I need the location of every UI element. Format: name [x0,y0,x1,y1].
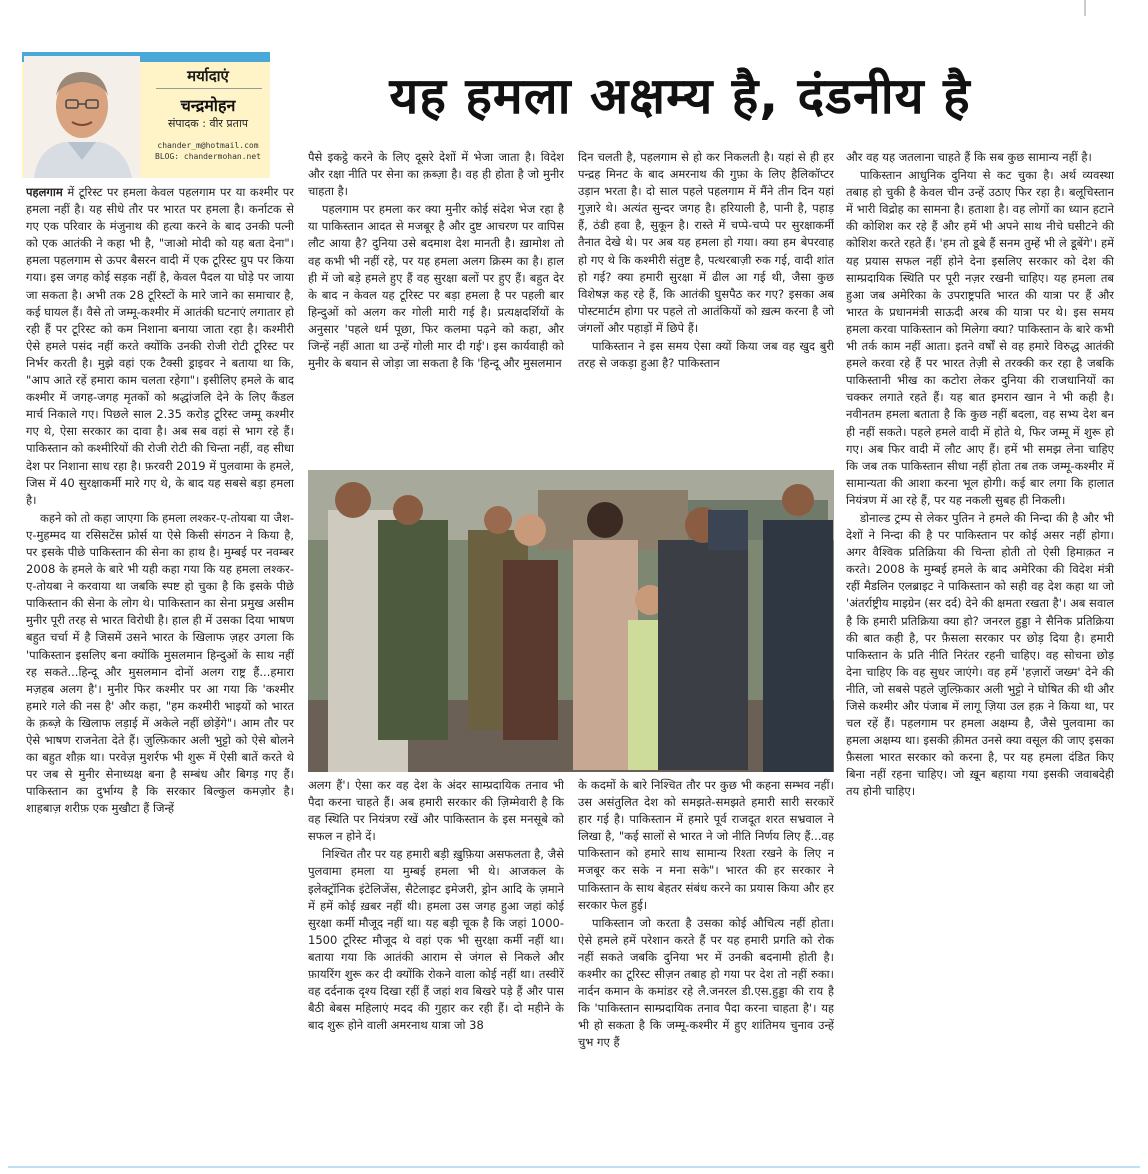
author-name: चन्द्रमोहन [180,96,236,115]
article-paragraph: अलग हैं'। ऐसा कर वह देश के अंदर साम्प्रदायिक तनाव भी पैदा करना चाहते हैं। अब हमारी सरकार की ज़िम्मेवारी है कि वह स्थिति पर नियंत्रण रखें और पाकिस्तान के इस मनसूबे को सफल न होने दें। [308,778,564,844]
article-column-2-bottom [308,777,564,1160]
author-role: संपादक : वीर प्रताप [167,117,249,130]
article-paragraph: पाकिस्तान ने इस समय ऐसा क्यों किया जब वह खुद बुरी तरह से जकड़ा हुआ है? पाकिस्तान [578,339,834,371]
masthead-divider [156,88,262,89]
article-column-3-bottom [578,777,834,1160]
article-paragraph: और वह यह जतलाना चाहते हैं कि सब कुछ सामान्य नहीं है। [846,150,1092,164]
article-column-4 [846,149,1114,1160]
article-paragraph: डोनाल्ड ट्रम्प से लेकर पुतिन ने हमले की निन्दा की है और भी देशों ने निन्दा की है पर पाकिस्तान पर कोई असर नहीं होगा। अगर वैश्विक प्रतिक्रिया की चिन्ता होती तो ऐसी हिमाक़त न करते। 2008 के मुम्बई हमले के बाद अमेरिका की विदेश मंत्री रहीं मैडलिन एलब्राइट ने पाकिस्तान को सही वह देश कहा था जो 'अंतर्राष्ट्रीय माइग्रेन (सर दर्द) देने की क्षमता रखता है'। अब सवाल है कि हमारी प्रतिक्रिया क्या हो? जनरल हुड्डा ने सैनिक प्रतिक्रिया की बात कही है, पर फ़ैसला सरकार पर छोड़ दिया है। हमारी पाकिस्तान के प्रति नीति निरंतर रहनी चाहिए। वह सोचना छोड़ देना चाहिए कि वह सुधर जाएंगे। वह हमें 'हज़ारों जख्म' देने की नीति, जो सबसे पहले ज़ुल्फ़िकार अली भुट्टो ने घोषित की थी और जिसे कश्मीर और पंजाब में लागू ज़िया उल हक़ ने किया था, पर चल रहें हैं। पहलगाम पर हमला अक्षम्य है, जैसे पुलवामा का हमला अक्षम्य था। इसकी क़ीमत उनसे क्या वसूल की जाए इसका फ़ैसला भारत सरकार को करना है, पर यह हमला दंडित किए बिना नहीं रहना चाहिए। जो ख़ून बहाया गया इसकी जवाबदेही तय होनी चाहिए। [846,510,1114,799]
page-bottom-border [8,1166,1140,1168]
author-email: chander_m@hotmail.com [157,141,259,150]
headline: यह हमला अक्षम्य है, दंडनीय है [389,67,971,125]
article-paragraph: पाकिस्तान जो करता है उसका कोई औचित्य नहीं होता। ऐसे हमले हमें परेशान करते हैं पर यह हमारी प्रगति को रोक नहीं सकते जबकि दुनिया भर में उनकी बदनामी होती है। कश्मीर का टूरिस्ट सीज़न तबाह हो गया पर देश तो नहीं रुका। नार्दन कमान के कमांडर रहे लै.जनरल डी.एस.हुड्डा की राय है कि 'पाकिस्तान साम्प्रदायिक तनाव पैदा करना चाहता है'। यह भी हो सकता है कि जम्मू-कश्मीर में हुए शांतिमय चुनाव उन्हें चुभ गए हैं [578,915,834,1050]
article-paragraph: के कदमों के बारे निश्चित तौर पर कुछ भी कहना सम्भव नहीं। उस असंतुलित देश को समझते-समझते हमारी सारी सरकारें हार गई है। पाकिस्तान में हमारे पूर्व राजदूत शरत सभ्रवाल ने लिखा है, "कई सालों से भारत ने जो नीति निर्णय लिए हैं...वह पाकिस्तान को हमारे साथ सामान्य रिश्ता रखने के लिए न मजबूर कर सके न मना सके"। भारत की हर सरकार ने पाकिस्तान के साथ बेहतर संबंध करने का प्रयास किया और हर सरकार फेल हुई। [578,778,834,912]
article-lead-word: पहलगाम [26,185,63,199]
article-paragraph: निश्चित तौर पर यह हमारी बड़ी ख़ुफ़िया असफलता है, जैसे पुलवामा हमला या मुम्बई हमला भी थे। आजकल के इलेक्ट्रॉनिक इंटेलिजेंस, सैटेलाइट इमेजरी, ड्रोन आदि के ज़माने में हमें कोई ख़बर नहीं थी। हमला उस जगह हुआ जहां कोई सुरक्षा कर्मी मौजूद नहीं था। यह बड़ी चूक है कि जहां 1000-1500 टूरिस्ट मौजूद थे वहां एक भी सुरक्षा कर्मी नहीं था। बताया गया कि आतंकी आराम से जंगल से निकले और फ़ायरिंग शुरू कर दी क्योंकि रोकने वाला कोई नहीं था। तस्वीरें वह दर्दनाक दृश्य दिखा रहीं हैं जहां शव बिखरे पड़े हैं और पास बैठी बेबस महिलाएं मदद की गुहार कर रही हैं। दो महीने के बाद शुरू होने वाली अमरनाथ यात्रा जो 38 [308,847,564,1033]
article-paragraph: कहने को तो कहा जाएगा कि हमला लश्कर-ए-तोयबा या जैश-ए-मुहम्मद या रसिसटेंस फ्रोर्स या ऐसे किसी संगठन ने किया है, पर इसके पीछे पाकिस्तान की सेना का हाथ है। मुम्बई पर नवम्बर 2008 के हमले के बारे भी यही कहा गया कि यह हमला लश्कर-ए-तोयबा ने करवाया था जबकि स्पष्ट हो चुका है कि इसके पीछे पाकिस्तान की सेना के लोग थे। पाकिस्तान का सेना प्रमुख असीम मुनीर पूरी तरह से भारत विरोधी है। हाल ही में उसका दिया भाषण बहुत चर्चा में है जिसमें उसने भारत के खिलाफ ज़हर उगला कि 'पाकिस्तान इसलिए बना क्योंकि मुसलमान हिन्दुओं के साथ नहीं रह सकते...हिन्दू और मुसलमान दोनों अलग राष्ट्र हैं...हमारा मज़हब अलग है'। मुनीर फिर कश्मीर पर आ गया कि 'कश्मीर हमारे गले की नस है' और कहा, "हम कश्मीरी भाइयों को भारत के क़ब्ज़े के खिलाफ लड़ाई में अकेले नहीं छोड़ेंगे"। आम तौर पर ऐसे भाषण राजनेता देते हैं। ज़ुल्फ़िकार अली भुट्टो को ऐसे बोलने का बहुत शौक़ था। परवेज़ मुशर्रफ भी शुरू में ऐसी बातें करते थे पर जब से मुनीर सेनाध्यक्ष बना है सम्बंध और बिगड़ गए हैं। पाकिस्तान का दुर्भाग्य है कि सरकार बिल्कुल कमज़ोर है। शाहबाज़ शरीफ़ एक मुखौटा हैं जिन्हें [26,510,294,816]
article-paragraph [26,184,294,509]
author-blog: BLOG: chandermohan.net [155,152,261,161]
article-column-1 [26,184,294,1160]
article-paragraph: पहलगाम पर हमला कर क्या मुनीर कोई संदेश भेज रहा है या पाकिस्तान आदत से मजबूर है और दुष्ट आचरण पर वापिस लौट आया है? दुनिया उसे बदमाश देश मानती है। ख़ामोश तो वह कभी भी नहीं रहे, पर यह हमला अलग क्रिस्म का है। हाल ही में जो बड़े हमले हुए हैं वह सुरक्षा बलों पर हुए हैं। बहुत देर के बाद न केवल यह टूरिस्ट पर बड़ा हमला है पर पहली बार हिन्दुओं को अलग कर गोली मारी गई है। प्रत्यक्षदर्शियों के अनुसार 'पहले धर्म पूछा, फिर कलमा पढ़ने को कहा, और जिन्हें नहीं आता था उन्हें गोली मार दी गई'। इस कार्यवाही को मुनीर के बयान से जोड़ा जा सकता है कि 'हिन्दू और मुसलमान [308,202,564,371]
column-name: मर्यादाएं [187,67,229,85]
article-column-3-top [578,149,834,463]
news-photo [308,470,834,772]
article-paragraph: पाकिस्तान आधुनिक दुनिया से कट चुका है। अर्थ व्यवस्था तबाह हो चुकी है केवल चीन उन्हें उठाए फिर रहा है। बलूचिस्तान में भारी विद्रोह का सामना है। हताशा है। वह लोगों का ध्यान हटाने की कोशिश कर रहे हैं और हमें भी अपने साथ नीचे घसीटने की कोशिश करते रहते हैं। 'हम तो डूबे हैं सनम तुम्हें भी ले डूबेंगे'। हमें यह प्रयास सफल नहीं होने देना इसलिए सरकार को देश की साम्प्रदायिक स्थिति पर पूरी नज़र रखनी चाहिए। यह हमला तब हुआ जब अमेरिका के उपराष्ट्रपति भारत की यात्रा पर हैं और भारत के प्रधानमंत्री साऊदी अरब की यात्रा पर थे। इस समय हमला करवा पाकिस्तान को मिलेगा क्या? पाकिस्तान के बारे कभी भी तर्क काम नहीं आता। इतने वर्षों से वह हमारे विरुद्ध आतंकी हमले करवा रहे हैं पर भारत तेज़ी से तरक्की कर रहा है जबकि पाकिस्तानी भीख का कटोरा लेकर दुनिया की राजधानियों का चक्कर लगाते रहते हैं। यह बात इमरान खान ने भी कही है। नवीनतम हमला बताता है कि कुछ नहीं बदला, वह सभ्य देश बन ही नहीं सकते। पहले हमले वादी में होते थे, फिर जम्मू में शुरू हो गए। अब फिर वादी में लौट आए हैं। हमें भी समझ लेना चाहिए कि जब तक पाकिस्तान सीधा नहीं होता तब तक जम्मू-कश्मीर में सामान्यता की आशा करना भूल होगी। कई बार लगा कि हालात नियंत्रण में आ रहे हैं, पर यह नकली सुबह ही निकली। [846,168,1114,507]
article-paragraph: पैसे इकट्ठे करने के लिए दूसरे देशों में भेजा जाता है। विदेश और रक्षा नीति पर सेना का क़ब्ज़ा है। वह ही होता है जो मुनीर चाहता है। [308,150,564,199]
article-column-2-top [308,149,564,463]
article-paragraph-text: में टूरिस्ट पर हमला केवल पहलगाम पर या कश्मीर पर हमला नहीं है। यह सीधे तौर पर भारत पर हमला है। कर्नाटक से गए एक परिवार के मंजुनाथ की हत्या करने के बाद उनकी पत्नी को एक आतंकी ने कहा भी है, "जाओ मोदी को यह बता देना"। हमला पहलगाम से ऊपर बैसरन वादी में एक टूरिस्ट ग्रुप पर किया गया। इस जगह कोई सड़क नहीं है, केवल पैदल या घोड़े पर जाया जा सकता है। अभी तक 28 टूरिस्टों के मारे जाने का समाचार है, कई घायल हैं। वैसे तो जम्मू-कश्मीर में आतंकी घटनाएं लगातार हो रही हैं पर टूरिस्ट को कम निशाना बनाया जाता रहा है। कश्मीरी ऐसे हमले पसंद नहीं करते क्योंकि उनकी रोजी रोटी टूरिस्ट पर निर्भर करती है। मुझे वहां एक टैक्सी ड्राइवर ने बताया था कि, "आप आते रहें हमारा काम चलता रहेगा"। इसीलिए हमले के बाद कश्मीर में जगह-जगह मृतकों को श्रद्धांजलि देने के लिए कैंडल मार्च निकाले गए। पिछले साल 2.35 करोड़ टूरिस्ट जम्मू कश्मीर गए थे, ऐसा सरकार का दावा है। अब सब वहां से भाग रहे हैं। पाकिस्तान को कश्मीरियों की रोजी रोटी की चिन्ता नहीं, वह सीधा देश पर निशाना साध रहा है। फ़रवरी 2019 में पुलवामा के हमले, जिस में 40 सुरक्षाकर्मी मारे गए थे, के बाद यह सबसे बड़ा हमला है। [26,185,294,507]
page-edge-mark [1084,0,1086,16]
article-paragraph: दिन चलती है, पहलगाम से हो कर निकलती है। यहां से ही हर पन्द्रह मिनट के बाद अमरनाथ की गुफ़ा के लिए हैलिकॉप्टर उड़ान भरता है। दो साल पहले पहलगाम में मैंने तीन दिन यहां गुज़ारे थे। अत्यंत सुन्दर जगह है। हरियाली है, पानी है, पहाड़ हैं, ठंडी हवा है, सुकून है। रास्ते में चप्पे-चप्पे पर सुरक्षाकर्मी तैनात देखे थे। पर अब यह हमला हो गया। क्या हम बेपरवाह हो गए थे कि कश्मीरी संतुष्ट है, पत्थरबाज़ी रुक गई, वादी शांत हो गई? क्या हमारी सुरक्षा में ढील आ गई थी, जैसा कुछ विशेषज्ञ कह रहे हैं, कि आतंकी घुसपैठ कर गए? इसका अब पोस्टमार्टम होगा पर पहले तो आतंकियों को ख़त्म करना है जो जंगलों और पहाड़ों में छिपे हैं। [578,150,834,335]
author-photo [24,56,140,178]
